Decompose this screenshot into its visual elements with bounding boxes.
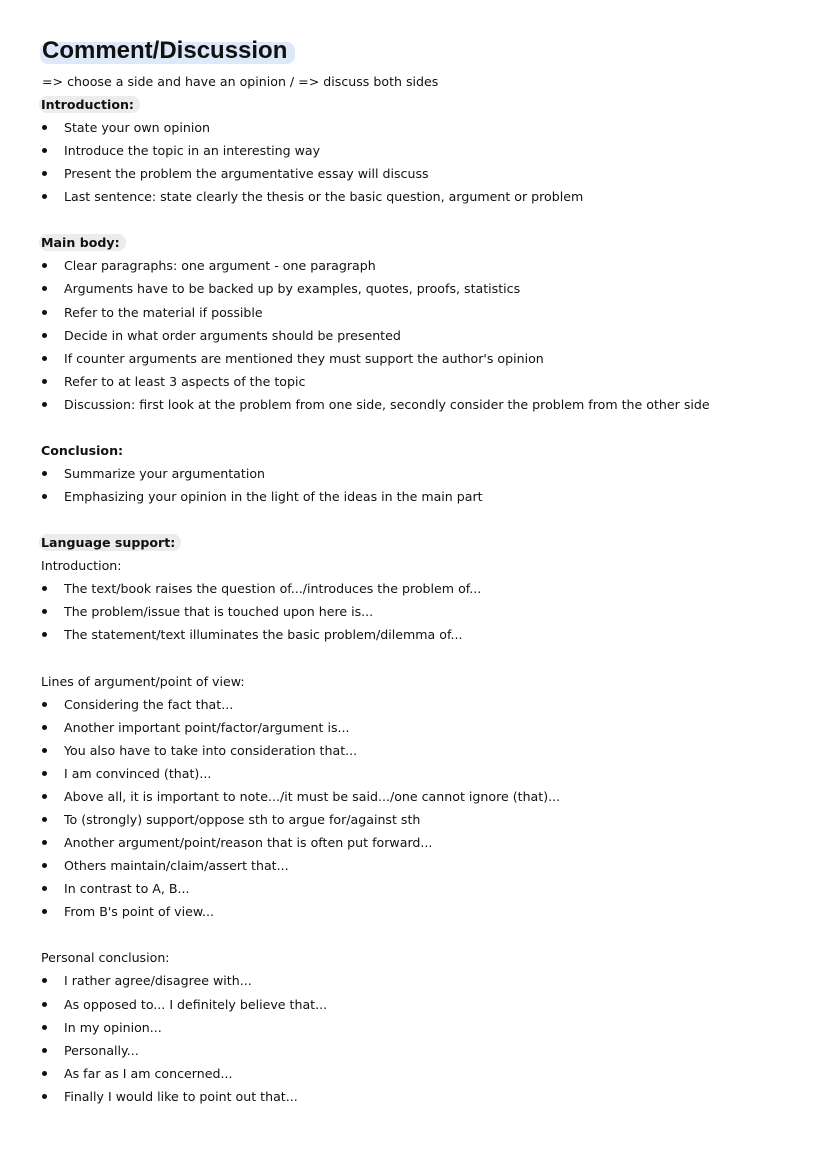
list-item: Refer to at least 3 aspects of the topic — [40, 370, 800, 393]
personal-conclusion-list — [40, 969, 800, 1108]
list-item: I am convinced (that)... — [40, 762, 800, 785]
list-item: Emphasizing your opinion in the light of the ideas in the main part — [40, 485, 800, 508]
list-item: Refer to the material if possible — [40, 301, 800, 324]
subheading-personal-conclusion: Personal conclusion: — [41, 950, 170, 966]
subheading-lines-of-argument: Lines of argument/point of view: — [41, 673, 245, 689]
document-page — [40, 36, 800, 1108]
list-item: To (strongly) support/oppose sth to argue for/against sth — [40, 808, 800, 831]
list-item: Present the problem the argumentative essay will discuss — [40, 162, 800, 185]
list-item: In contrast to A, B... — [40, 877, 800, 900]
list-item: Above all, it is important to note.../it must be said.../one cannot ignore (that)... — [40, 785, 800, 808]
list-item: Another argument/point/reason that is often put forward... — [40, 831, 800, 854]
language-introduction-list — [40, 577, 800, 646]
list-item: In my opinion... — [40, 1016, 800, 1039]
list-item: Considering the fact that... — [40, 693, 800, 716]
subheading-introduction: Introduction: — [41, 558, 122, 574]
list-item: Decide in what order arguments should be presented — [40, 324, 800, 347]
list-item: Finally I would like to point out that... — [40, 1085, 800, 1108]
list-item: Others maintain/claim/assert that... — [40, 854, 800, 877]
section-heading-conclusion: Conclusion: — [41, 443, 124, 459]
subtitle: => choose a side and have an opinion / => discuss both sides — [42, 74, 439, 89]
list-item: The text/book raises the question of.../introduces the problem of... — [40, 577, 800, 600]
list-item: Last sentence: state clearly the thesis or the basic question, argument or problem — [40, 185, 800, 208]
page-title: Comment/Discussion — [40, 36, 291, 66]
section-heading-main-body: Main body: — [40, 231, 126, 254]
list-item: You also have to take into consideration that... — [40, 739, 800, 762]
list-item: Clear paragraphs: one argument - one paragraph — [40, 254, 800, 277]
list-item: As opposed to... I definitely believe that... — [40, 993, 800, 1016]
list-item: Introduce the topic in an interesting way — [40, 139, 800, 162]
list-item: Personally... — [40, 1039, 800, 1062]
list-item: The problem/issue that is touched upon here is... — [40, 600, 800, 623]
list-item: Another important point/factor/argument is... — [40, 716, 800, 739]
section-heading-introduction: Introduction: — [40, 93, 140, 116]
section-heading-language-support: Language support: — [40, 531, 181, 554]
list-item: Discussion: first look at the problem from one side, secondly consider the problem from the other side — [40, 393, 800, 416]
list-item: From B's point of view... — [40, 900, 800, 923]
list-item: As far as I am concerned... — [40, 1062, 800, 1085]
main-body-list — [40, 254, 800, 416]
list-item: I rather agree/disagree with... — [40, 969, 800, 992]
conclusion-list — [40, 462, 800, 508]
list-item: The statement/text illuminates the basic problem/dilemma of... — [40, 623, 800, 646]
list-item: Arguments have to be backed up by examples, quotes, proofs, statistics — [40, 277, 800, 300]
list-item: Summarize your argumentation — [40, 462, 800, 485]
introduction-list — [40, 116, 800, 208]
list-item: State your own opinion — [40, 116, 800, 139]
lines-of-argument-list — [40, 693, 800, 924]
list-item: If counter arguments are mentioned they must support the author's opinion — [40, 347, 800, 370]
